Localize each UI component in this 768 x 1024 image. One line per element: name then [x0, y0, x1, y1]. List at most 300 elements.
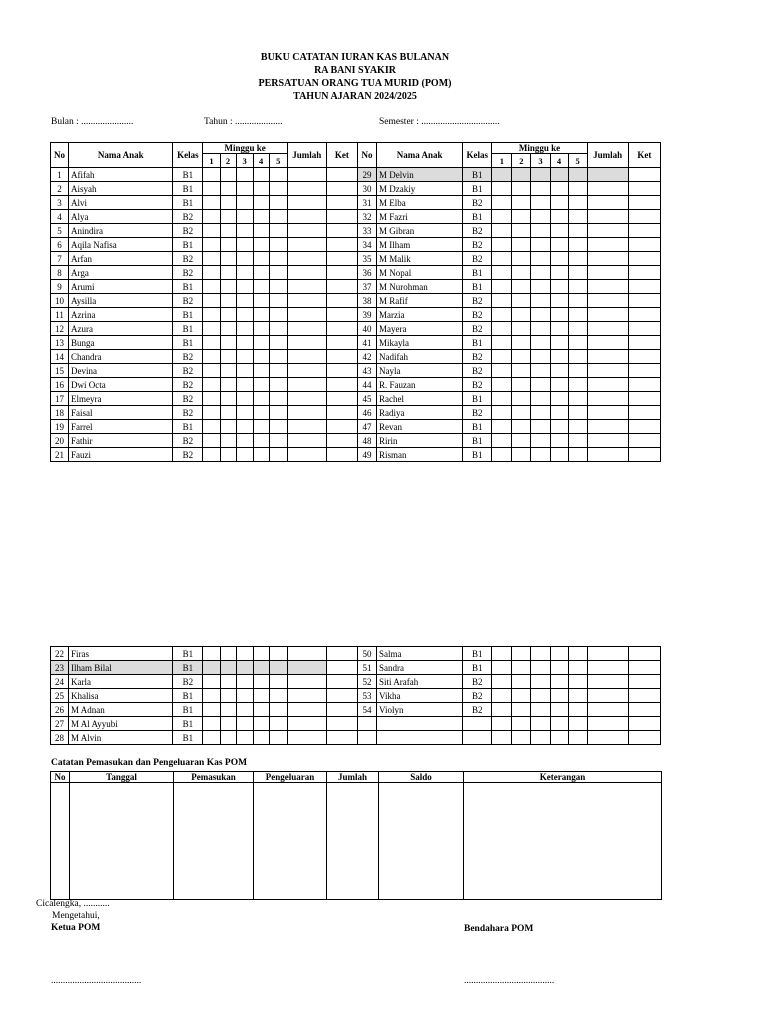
cash-cell	[254, 783, 327, 900]
week-cell	[203, 294, 220, 308]
week-cell	[492, 675, 512, 689]
row-name: Aysilla	[69, 294, 173, 308]
ket-cell	[628, 350, 660, 364]
week-cell	[236, 238, 253, 252]
jumlah-cell	[587, 196, 628, 210]
week-cell	[531, 336, 550, 350]
week-cell	[220, 168, 236, 182]
jumlah-cell	[587, 238, 628, 252]
ket-cell	[326, 350, 357, 364]
week-cell	[220, 350, 236, 364]
week-cell	[550, 336, 568, 350]
week-cell	[253, 717, 269, 731]
payment-rows-bottom	[51, 647, 661, 745]
week-cell	[492, 731, 512, 745]
table-row	[51, 210, 661, 224]
col-ket: Ket	[628, 143, 660, 168]
row-kelas: B1	[173, 703, 203, 717]
row-no: 17	[51, 392, 69, 406]
week-cell	[253, 210, 269, 224]
jumlah-cell	[587, 266, 628, 280]
row-kelas: B1	[463, 647, 492, 661]
week-cell	[492, 661, 512, 675]
table-row	[51, 647, 661, 661]
week-cell	[236, 434, 253, 448]
row-no: 36	[357, 266, 376, 280]
col-jumlah: Jumlah	[587, 143, 628, 168]
week-cell	[512, 210, 531, 224]
ket-cell	[628, 392, 660, 406]
week-cell	[236, 336, 253, 350]
week-cell	[269, 689, 287, 703]
row-kelas: B1	[173, 717, 203, 731]
table-row	[51, 703, 661, 717]
week-cell	[550, 731, 568, 745]
ket-cell	[326, 434, 357, 448]
week-cell	[269, 238, 287, 252]
week-cell	[492, 406, 512, 420]
row-kelas: B1	[173, 182, 203, 196]
row-kelas: B1	[173, 280, 203, 294]
jumlah-cell	[587, 661, 628, 675]
jumlah-cell	[287, 392, 326, 406]
week-cell	[568, 350, 587, 364]
ket-cell	[326, 168, 357, 182]
jumlah-cell	[287, 350, 326, 364]
cash-cell	[379, 783, 464, 900]
week-cell	[550, 689, 568, 703]
week-cell	[220, 294, 236, 308]
week-cell	[253, 364, 269, 378]
ket-cell	[326, 717, 357, 731]
jumlah-cell	[287, 238, 326, 252]
week-cell	[253, 266, 269, 280]
table-row	[51, 392, 661, 406]
week-cell	[269, 322, 287, 336]
week-cell	[568, 378, 587, 392]
row-name: Chandra	[69, 350, 173, 364]
ket-cell	[326, 392, 357, 406]
week-cell	[236, 168, 253, 182]
jumlah-cell	[587, 182, 628, 196]
week-cell	[203, 364, 220, 378]
row-no: 47	[357, 420, 376, 434]
week-cell	[512, 731, 531, 745]
week-cell	[550, 266, 568, 280]
doc-title-3: PERSATUAN ORANG TUA MURID (POM)	[258, 78, 452, 89]
week-cell	[512, 647, 531, 661]
ket-cell	[628, 196, 660, 210]
week-cell	[269, 448, 287, 462]
row-no: 29	[357, 168, 376, 182]
week-1: 1	[203, 154, 220, 168]
week-cell	[269, 168, 287, 182]
cash-col-pemasukan: Pemasukan	[174, 772, 254, 783]
row-name: Anindira	[69, 224, 173, 238]
week-cell	[253, 280, 269, 294]
table-row	[51, 182, 661, 196]
row-no: 32	[357, 210, 376, 224]
week-cell	[236, 280, 253, 294]
week-cell	[253, 182, 269, 196]
jumlah-cell	[287, 406, 326, 420]
row-name: Siti Arafah	[376, 675, 462, 689]
row-kelas: B1	[173, 238, 203, 252]
row-kelas: B1	[463, 448, 492, 462]
row-name: Karla	[69, 675, 173, 689]
row-kelas: B2	[463, 322, 492, 336]
week-cell	[220, 224, 236, 238]
week-5: 5	[269, 154, 287, 168]
week-5: 5	[568, 154, 587, 168]
ket-cell	[628, 238, 660, 252]
row-kelas: B1	[463, 182, 492, 196]
table-row	[51, 406, 661, 420]
row-name: Aqila Nafisa	[69, 238, 173, 252]
week-cell	[269, 294, 287, 308]
week-cell	[203, 448, 220, 462]
week-cell	[492, 182, 512, 196]
week-cell	[512, 378, 531, 392]
week-cell	[531, 280, 550, 294]
jumlah-cell	[287, 266, 326, 280]
week-cell	[269, 378, 287, 392]
ket-cell	[628, 378, 660, 392]
row-no: 7	[51, 252, 69, 266]
jumlah-cell	[587, 224, 628, 238]
ket-cell	[326, 448, 357, 462]
jumlah-cell	[587, 336, 628, 350]
week-cell	[203, 731, 220, 745]
row-name: M Nopal	[376, 266, 462, 280]
row-kelas: B1	[173, 420, 203, 434]
week-cell	[531, 703, 550, 717]
week-cell	[269, 196, 287, 210]
row-kelas: B2	[463, 350, 492, 364]
row-no: 6	[51, 238, 69, 252]
week-cell	[203, 238, 220, 252]
table-row	[51, 336, 661, 350]
week-cell	[492, 378, 512, 392]
week-cell	[269, 266, 287, 280]
week-cell	[220, 717, 236, 731]
week-cell	[203, 661, 220, 675]
jumlah-cell	[587, 392, 628, 406]
jumlah-cell	[287, 196, 326, 210]
row-no: 13	[51, 336, 69, 350]
row-name: Firas	[69, 647, 173, 661]
week-cell	[512, 238, 531, 252]
week-cell	[253, 647, 269, 661]
week-cell	[531, 661, 550, 675]
week-cell	[512, 252, 531, 266]
week-cell	[550, 252, 568, 266]
week-cell	[512, 322, 531, 336]
row-no: 2	[51, 182, 69, 196]
week-cell	[253, 675, 269, 689]
week-cell	[269, 280, 287, 294]
week-cell	[531, 350, 550, 364]
jumlah-cell	[587, 280, 628, 294]
row-no: 38	[357, 294, 376, 308]
week-cell	[492, 308, 512, 322]
table-row	[51, 731, 661, 745]
week-cell	[568, 364, 587, 378]
week-cell	[269, 675, 287, 689]
ket-cell	[326, 322, 357, 336]
ket-cell	[628, 168, 660, 182]
jumlah-cell	[587, 731, 628, 745]
week-cell	[512, 434, 531, 448]
week-cell	[253, 731, 269, 745]
table-row	[51, 308, 661, 322]
week-cell	[269, 717, 287, 731]
week-cell	[550, 350, 568, 364]
week-cell	[236, 294, 253, 308]
row-name: Nadifah	[376, 350, 462, 364]
week-cell	[253, 406, 269, 420]
week-cell	[236, 308, 253, 322]
jumlah-cell	[287, 420, 326, 434]
week-cell	[253, 238, 269, 252]
row-name: Aisyah	[69, 182, 173, 196]
week-cell	[550, 647, 568, 661]
week-cell	[531, 308, 550, 322]
week-cell	[568, 252, 587, 266]
payment-table-bottom	[50, 646, 661, 745]
week-cell	[203, 168, 220, 182]
row-no: 54	[357, 703, 376, 717]
week-cell	[203, 434, 220, 448]
week-4: 4	[253, 154, 269, 168]
week-cell	[492, 210, 512, 224]
row-kelas	[463, 717, 492, 731]
week-cell	[568, 266, 587, 280]
row-kelas: B1	[173, 689, 203, 703]
week-cell	[236, 731, 253, 745]
week-cell	[512, 392, 531, 406]
jumlah-cell	[287, 434, 326, 448]
row-kelas: B2	[463, 703, 492, 717]
jumlah-cell	[587, 350, 628, 364]
week-cell	[492, 392, 512, 406]
jumlah-cell	[287, 364, 326, 378]
week-cell	[253, 392, 269, 406]
week-cell	[492, 448, 512, 462]
ket-cell	[326, 308, 357, 322]
jumlah-cell	[587, 703, 628, 717]
week-cell	[550, 168, 568, 182]
week-cell	[253, 168, 269, 182]
week-cell	[269, 336, 287, 350]
week-3: 3	[236, 154, 253, 168]
week-cell	[531, 210, 550, 224]
week-cell	[512, 196, 531, 210]
table-row	[51, 196, 661, 210]
row-no: 45	[357, 392, 376, 406]
cash-col-keterangan: Keterangan	[464, 772, 662, 783]
week-cell	[203, 336, 220, 350]
row-name: M Al Ayyubi	[69, 717, 173, 731]
jumlah-cell	[287, 294, 326, 308]
row-kelas: B2	[173, 252, 203, 266]
week-cell	[253, 322, 269, 336]
week-cell	[531, 168, 550, 182]
week-cell	[568, 675, 587, 689]
ket-cell	[628, 252, 660, 266]
jumlah-cell	[287, 675, 326, 689]
row-name: M Gibran	[376, 224, 462, 238]
week-cell	[220, 703, 236, 717]
col-no: No	[51, 143, 69, 168]
week-cell	[492, 647, 512, 661]
jumlah-cell	[587, 378, 628, 392]
row-no: 52	[357, 675, 376, 689]
week-cell	[568, 210, 587, 224]
week-cell	[253, 252, 269, 266]
row-no: 5	[51, 224, 69, 238]
week-cell	[531, 322, 550, 336]
row-name: Azrina	[69, 308, 173, 322]
week-cell	[568, 392, 587, 406]
week-cell	[236, 378, 253, 392]
week-cell	[550, 308, 568, 322]
week-cell	[550, 406, 568, 420]
week-cell	[269, 420, 287, 434]
week-cell	[512, 182, 531, 196]
ket-cell	[326, 689, 357, 703]
week-cell	[269, 647, 287, 661]
row-no: 41	[357, 336, 376, 350]
week-cell	[220, 434, 236, 448]
row-no: 12	[51, 322, 69, 336]
week-cell	[236, 406, 253, 420]
ket-cell	[326, 703, 357, 717]
week-cell	[203, 689, 220, 703]
row-no: 43	[357, 364, 376, 378]
table-row	[51, 168, 661, 182]
cashbook-table	[50, 771, 662, 900]
cash-col-no: No	[51, 772, 70, 783]
week-cell	[203, 717, 220, 731]
col-nama: Nama Anak	[69, 143, 173, 168]
week-cell	[203, 280, 220, 294]
week-cell	[512, 689, 531, 703]
week-cell	[512, 364, 531, 378]
week-cell	[236, 717, 253, 731]
week-cell	[568, 182, 587, 196]
week-cell	[550, 280, 568, 294]
row-no: 51	[357, 661, 376, 675]
row-name: M Malik	[376, 252, 462, 266]
row-name: Vikha	[376, 689, 462, 703]
signature-line-ketua: ......................................	[51, 976, 142, 986]
week-cell	[568, 661, 587, 675]
col-minggu: Minggu ke	[492, 143, 587, 154]
row-no: 35	[357, 252, 376, 266]
row-no: 19	[51, 420, 69, 434]
week-cell	[253, 703, 269, 717]
row-no: 18	[51, 406, 69, 420]
jumlah-cell	[287, 689, 326, 703]
row-kelas: B2	[463, 308, 492, 322]
week-cell	[253, 434, 269, 448]
table-row	[51, 224, 661, 238]
week-cell	[568, 731, 587, 745]
row-no: 44	[357, 378, 376, 392]
table-row	[51, 689, 661, 703]
week-cell	[220, 238, 236, 252]
jumlah-cell	[587, 364, 628, 378]
row-kelas: B2	[173, 448, 203, 462]
table-row	[51, 675, 661, 689]
ket-cell	[326, 378, 357, 392]
table-row	[51, 294, 661, 308]
week-cell	[492, 703, 512, 717]
week-cell	[492, 168, 512, 182]
jumlah-cell	[287, 448, 326, 462]
row-no: 53	[357, 689, 376, 703]
week-cell	[550, 224, 568, 238]
week-cell	[220, 661, 236, 675]
row-name	[376, 717, 462, 731]
row-kelas: B1	[463, 210, 492, 224]
jumlah-cell	[287, 336, 326, 350]
week-cell	[253, 308, 269, 322]
row-kelas: B2	[463, 378, 492, 392]
week-cell	[203, 196, 220, 210]
week-cell	[269, 661, 287, 675]
week-cell	[203, 210, 220, 224]
row-name: Bunga	[69, 336, 173, 350]
table-row	[51, 238, 661, 252]
signature-line-bendahara: ......................................	[464, 976, 555, 986]
week-cell	[253, 420, 269, 434]
row-name: Fathir	[69, 434, 173, 448]
week-cell	[492, 689, 512, 703]
week-cell	[236, 420, 253, 434]
week-cell	[568, 294, 587, 308]
week-cell	[220, 210, 236, 224]
row-kelas: B2	[173, 434, 203, 448]
week-cell	[203, 647, 220, 661]
week-cell	[531, 182, 550, 196]
week-cell	[236, 364, 253, 378]
tahun-field: Tahun : ....................	[204, 117, 283, 127]
week-cell	[220, 280, 236, 294]
row-no: 34	[357, 238, 376, 252]
row-name: M Alvin	[69, 731, 173, 745]
ket-cell	[628, 647, 660, 661]
week-cell	[269, 210, 287, 224]
week-cell	[531, 294, 550, 308]
table-row	[51, 364, 661, 378]
row-name: Fauzi	[69, 448, 173, 462]
week-cell	[236, 182, 253, 196]
row-no: 49	[357, 448, 376, 462]
row-name: Azura	[69, 322, 173, 336]
ket-cell	[628, 661, 660, 675]
week-cell	[568, 420, 587, 434]
ket-cell	[326, 196, 357, 210]
ket-cell	[326, 731, 357, 745]
jumlah-cell	[287, 647, 326, 661]
jumlah-cell	[587, 294, 628, 308]
row-name: M Ilham	[376, 238, 462, 252]
jumlah-cell	[287, 182, 326, 196]
row-kelas: B1	[173, 322, 203, 336]
week-cell	[531, 434, 550, 448]
